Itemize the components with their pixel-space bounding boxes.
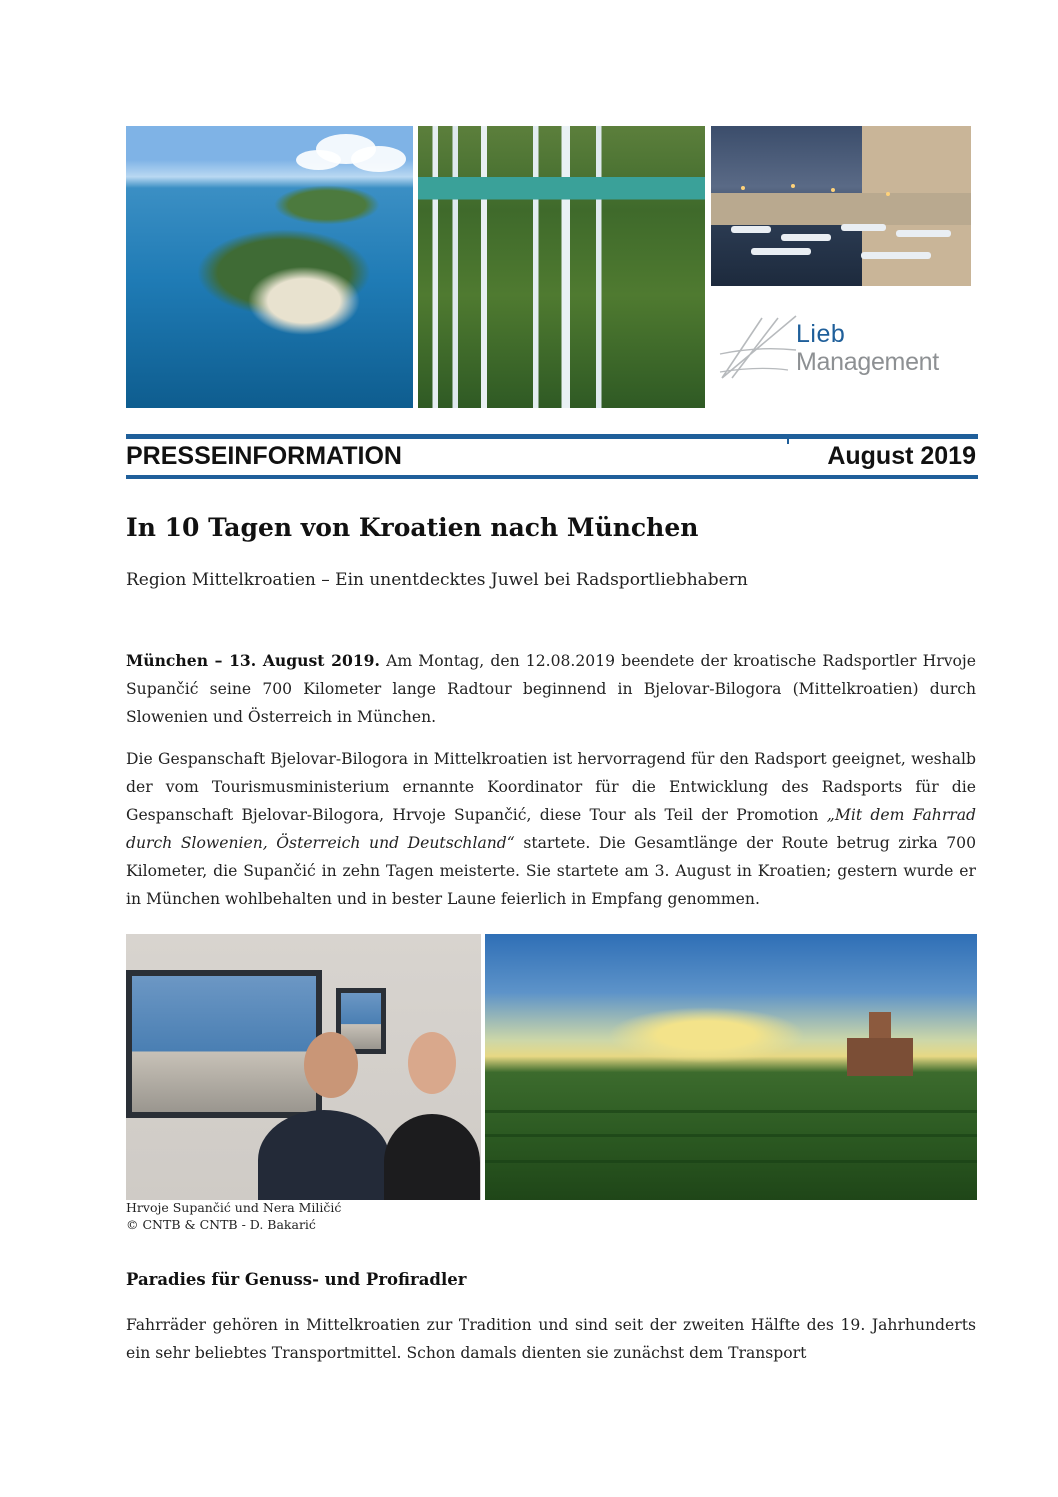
banner-bottom-rule <box>126 475 978 479</box>
paragraph-tour-text-a: Die Gespanschaft Bjelovar-Bilogora in Mittelkroatien ist hervorragend für den Radsport geeignet, weshalb der vom Tourismusministerium ernannte Koordinator für die Entwicklung des Radsports für die Gespanschaft Bjelovar-Bilogora, Hrvoje Supančić, diese Tour als Teil der Promotion <box>126 750 976 824</box>
paragraph-tour-text-b: startete. Die Gesamtlänge der Route betrug zirka 700 Kilometer, die Supančić in zehn Tagen meisterte. Sie startete am 3. August in Kroatien; gestern wurde er in München wohlbehalten und in bester Laune feierlich in Empfang genommen. <box>126 834 976 908</box>
photo-caption-credit: © CNTB & CNTB - D. Bakarić <box>126 1217 316 1232</box>
logo-text-lieb: Lieb <box>796 320 846 348</box>
dateline: München – 13. August 2019. <box>126 651 380 670</box>
logo-text-management: Management <box>796 348 939 376</box>
photo-caption-names: Hrvoje Supančić und Nera Miličić <box>126 1200 342 1215</box>
lieb-management-logo <box>718 312 968 384</box>
logo-swoosh-icon <box>718 312 798 384</box>
banner-top-rule <box>126 434 978 439</box>
article-subtitle: Region Mittelkroatien – Ein unentdecktes Juwel bei Radsportliebhabern <box>126 570 748 590</box>
paragraph-intro <box>126 647 976 731</box>
vineyard-photo <box>485 934 977 1200</box>
paragraph-tradition: Fahrräder gehören in Mittelkroatien zur Tradition und sind seit der zweiten Hälfte des 19. Jahrhunderts ein sehr beliebtes Transportmittel. Schon damals dienten sie zunächst dem Transport <box>126 1316 976 1362</box>
harbor-town-photo <box>711 126 971 286</box>
article-headline: In 10 Tagen von Kroatien nach München <box>126 513 699 542</box>
press-release-label: PRESSEINFORMATION <box>126 442 402 470</box>
coastline-photo <box>126 126 413 408</box>
waterfall-photo <box>418 126 705 408</box>
paragraph-tour <box>126 745 976 913</box>
section-heading: Paradies für Genuss- und Profiradler <box>126 1270 467 1289</box>
banner-divider-tick <box>787 438 789 444</box>
people-photo <box>126 934 481 1200</box>
press-release-date: August 2019 <box>827 442 976 470</box>
promotion-title: „Mit dem Fahrrad durch Slowenien, Österreich und Deutschland“ <box>126 806 977 852</box>
paragraph-intro-text: Am Montag, den 12.08.2019 beendete der kroatische Radsportler Hrvoje Supančić seine 700 Kilometer lange Radtour beginnend in Bjelovar-Bilogora (Mittelkroatien) durch Slowenien und Österreich in München. <box>126 652 976 726</box>
